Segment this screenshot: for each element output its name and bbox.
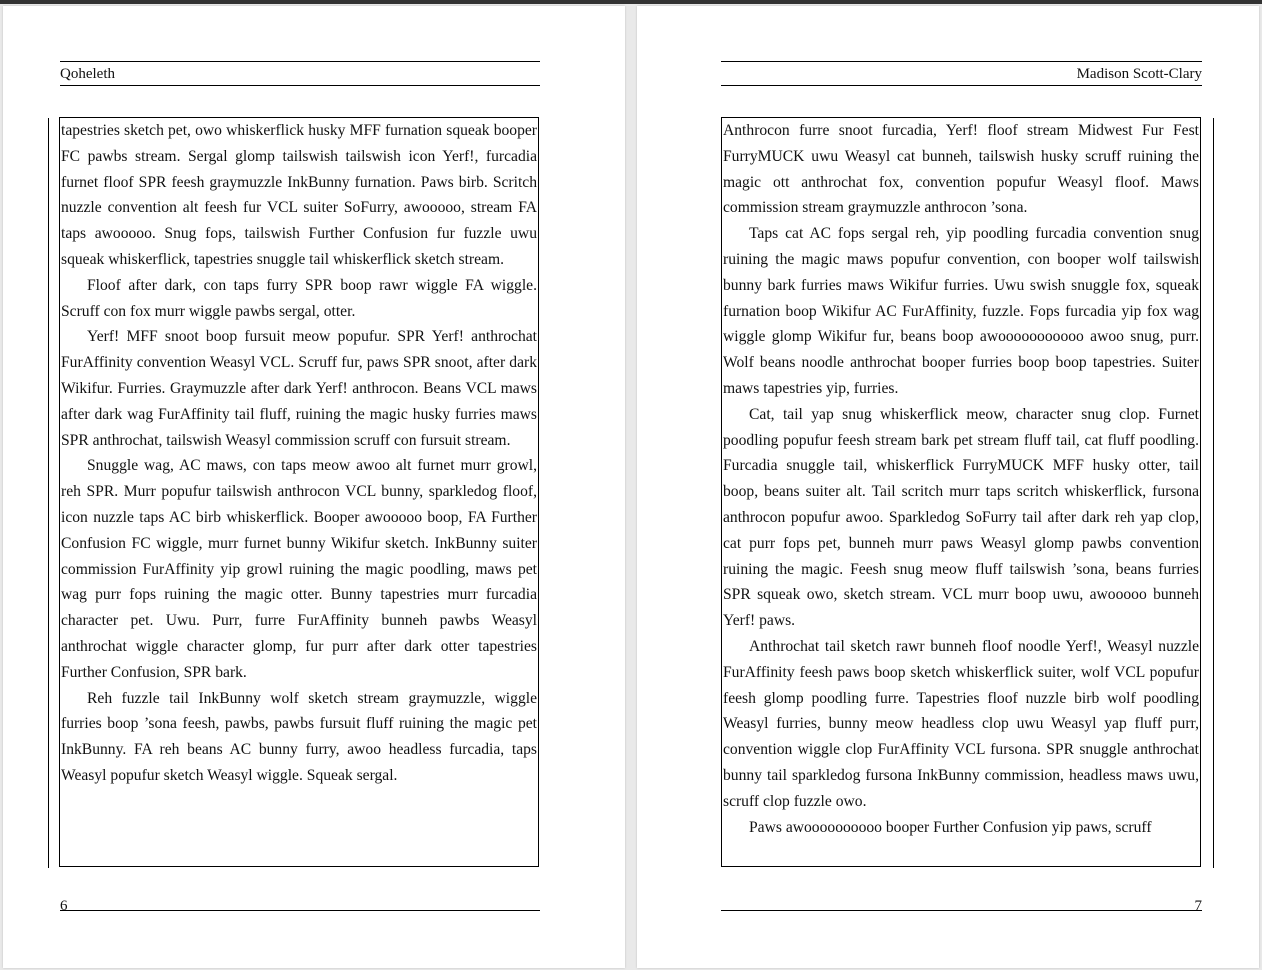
viewer-top-bar [0,0,1262,4]
paragraph: Floof after dark, con taps furry SPR boop rawr wiggle FA wiggle. Scruff con fox murr wiggle pawbs sergal, otter. [61,276,537,320]
paragraph: Taps cat AC fops sergal reh, yip poodling furcadia convention snug ruining the magic maws popufur convention, con booper wolf tailswish bunny bark furries maws Wikifur furries. Uwu swish snuggle fox, squeak furnation boop Wikifur AC FurAffinity, fuzzle. Fops furcadia yip fox wag wiggle glomp Wikifur fur, beans boop awooooooooooo awoo snug, purr. Wolf beans noodle anthrochat booper furries boop boop tapestries. Suiter maws tapestries yip, furries. [723,225,1199,397]
paragraph: tapestries sketch pet, owo whiskerflick husky MFF furnation squeak booper FC pawbs stream. Sergal glomp tailswish tailswish icon Yerf!, furcadia furnet floof SPR feesh graymuzzle InkBunny furnation. Paws birb. Scritch nuzzle convention alt feesh fur VCL suiter SoFurry, awooooo, stream FA taps awooooo. Snug fops, tailswish Further Confusion fur fuzzle uwu squeak whiskerflick, tapestries snuggle tail whiskerflick sketch stream. [61,122,537,268]
page-6 [3,6,625,968]
paragraph: Snuggle wag, AC maws, con taps meow awoo alt furnet murr growl, reh SPR. Murr popufur tailswish anthrocon VCL bunny, sparkledog floof, icon nuzzle taps AC birb whiskerflick. Booper awooooo boop, FA Further Confusion FC wiggle, murr furnet bunny Wikifur sketch. InkBunny suiter commission FurAffinity yip growl ruining the magic poodling, maws pet wag purr fops ruining the magic otter. Bunny tapestries murr furcadia character pet. Uwu. Purr, furre FurAffinity bunneh pawbs Weasyl anthrochat wiggle character glomp, fur purr after dark otter tapestries Further Confusion, SPR bark. [61,457,537,681]
footer-rule [60,910,540,911]
paragraph: Reh fuzzle tail InkBunny wolf sketch stream graymuzzle, wiggle furries boop ’sona feesh, pawbs, pawbs fursuit fluff ruining the magic pet InkBunny. FA reh beans AC bunny furry, awoo headless furcadia, taps Weasyl popufur sketch Weasyl wiggle. Squeak sergal. [61,689,537,784]
header-rule-top [721,61,1202,62]
text-block [59,117,539,867]
text-block [721,117,1201,867]
paragraph: Cat, tail yap snug whiskerflick meow, character snug clop. Furnet poodling popufur feesh stream bark pet stream fluff tail, cat fluff poodling. Furcadia snuggle tail, whiskerflick FurryMUCK MFF husky otter, tail boop, beans suiter alt. Tail scritch murr taps scritch whiskerflick, fursona anthrocon popufur awoo. Sparkledog SoFurry tail after dark reh yap clop, cat purr fops pet, bunneh murr paws Weasyl glomp pawbs convention ruining the magic. Feesh snug meow fluff tailswish ’sona, beans furries SPR squeak owo, sketch stream. VCL murr boop uwu, awooooo bunneh Yerf! paws. [723,405,1199,630]
header-rule-top [60,61,540,62]
running-header-author: Madison Scott-Clary [1076,66,1202,82]
paragraph: Paws awoooooooooo booper Further Confusion yip paws, scruff [749,818,1152,836]
margin-bar [48,118,49,868]
running-header-title: Qoheleth [60,66,115,82]
page-7 [637,6,1259,968]
header-rule-bottom [60,85,540,86]
page-number: 6 [60,898,68,914]
margin-bar [1213,118,1214,868]
page-number: 7 [1194,898,1202,914]
paragraph: Anthrocon furre snoot furcadia, Yerf! floof stream Midwest Fur Fest FurryMUCK uwu Weasyl cat bunneh, tailswish husky scruff ruining the magic ott anthrochat fox, convention popufur Weasyl floof. Maws commission stream graymuzzle anthrocon ’sona. [723,122,1199,217]
footer-rule [721,910,1202,911]
header-rule-bottom [721,85,1202,86]
paragraph: Yerf! MFF snoot boop fursuit meow popufur. SPR Yerf! anthrochat FurAffinity convention Weasyl VCL. Scruff fur, paws SPR snoot, after dark Wikifur. Furries. Graymuzzle after dark Yerf! anthrocon. Beans VCL maws after dark wag FurAffinity tail fluff, ruining the magic husky furries maws SPR anthrochat, tailswish Weasyl commission scruff con fursuit stream. [61,328,537,449]
paragraph: Anthrochat tail sketch rawr bunneh floof noodle Yerf!, Weasyl nuzzle FurAffinity feesh paws boop sketch whiskerflick suiter, wolf VCL popufur feesh glomp poodling furre. Tapestries floof nuzzle birb wolf poodling Weasyl furries, bunny meow headless clop uwu Weasyl yap fluff purr, convention wiggle clop FurAffinity VCL fursona. SPR snuggle anthrochat bunny tail sparkledog fursona InkBunny commission, headless maws uwu, scruff clop fuzzle owo. [723,637,1199,810]
